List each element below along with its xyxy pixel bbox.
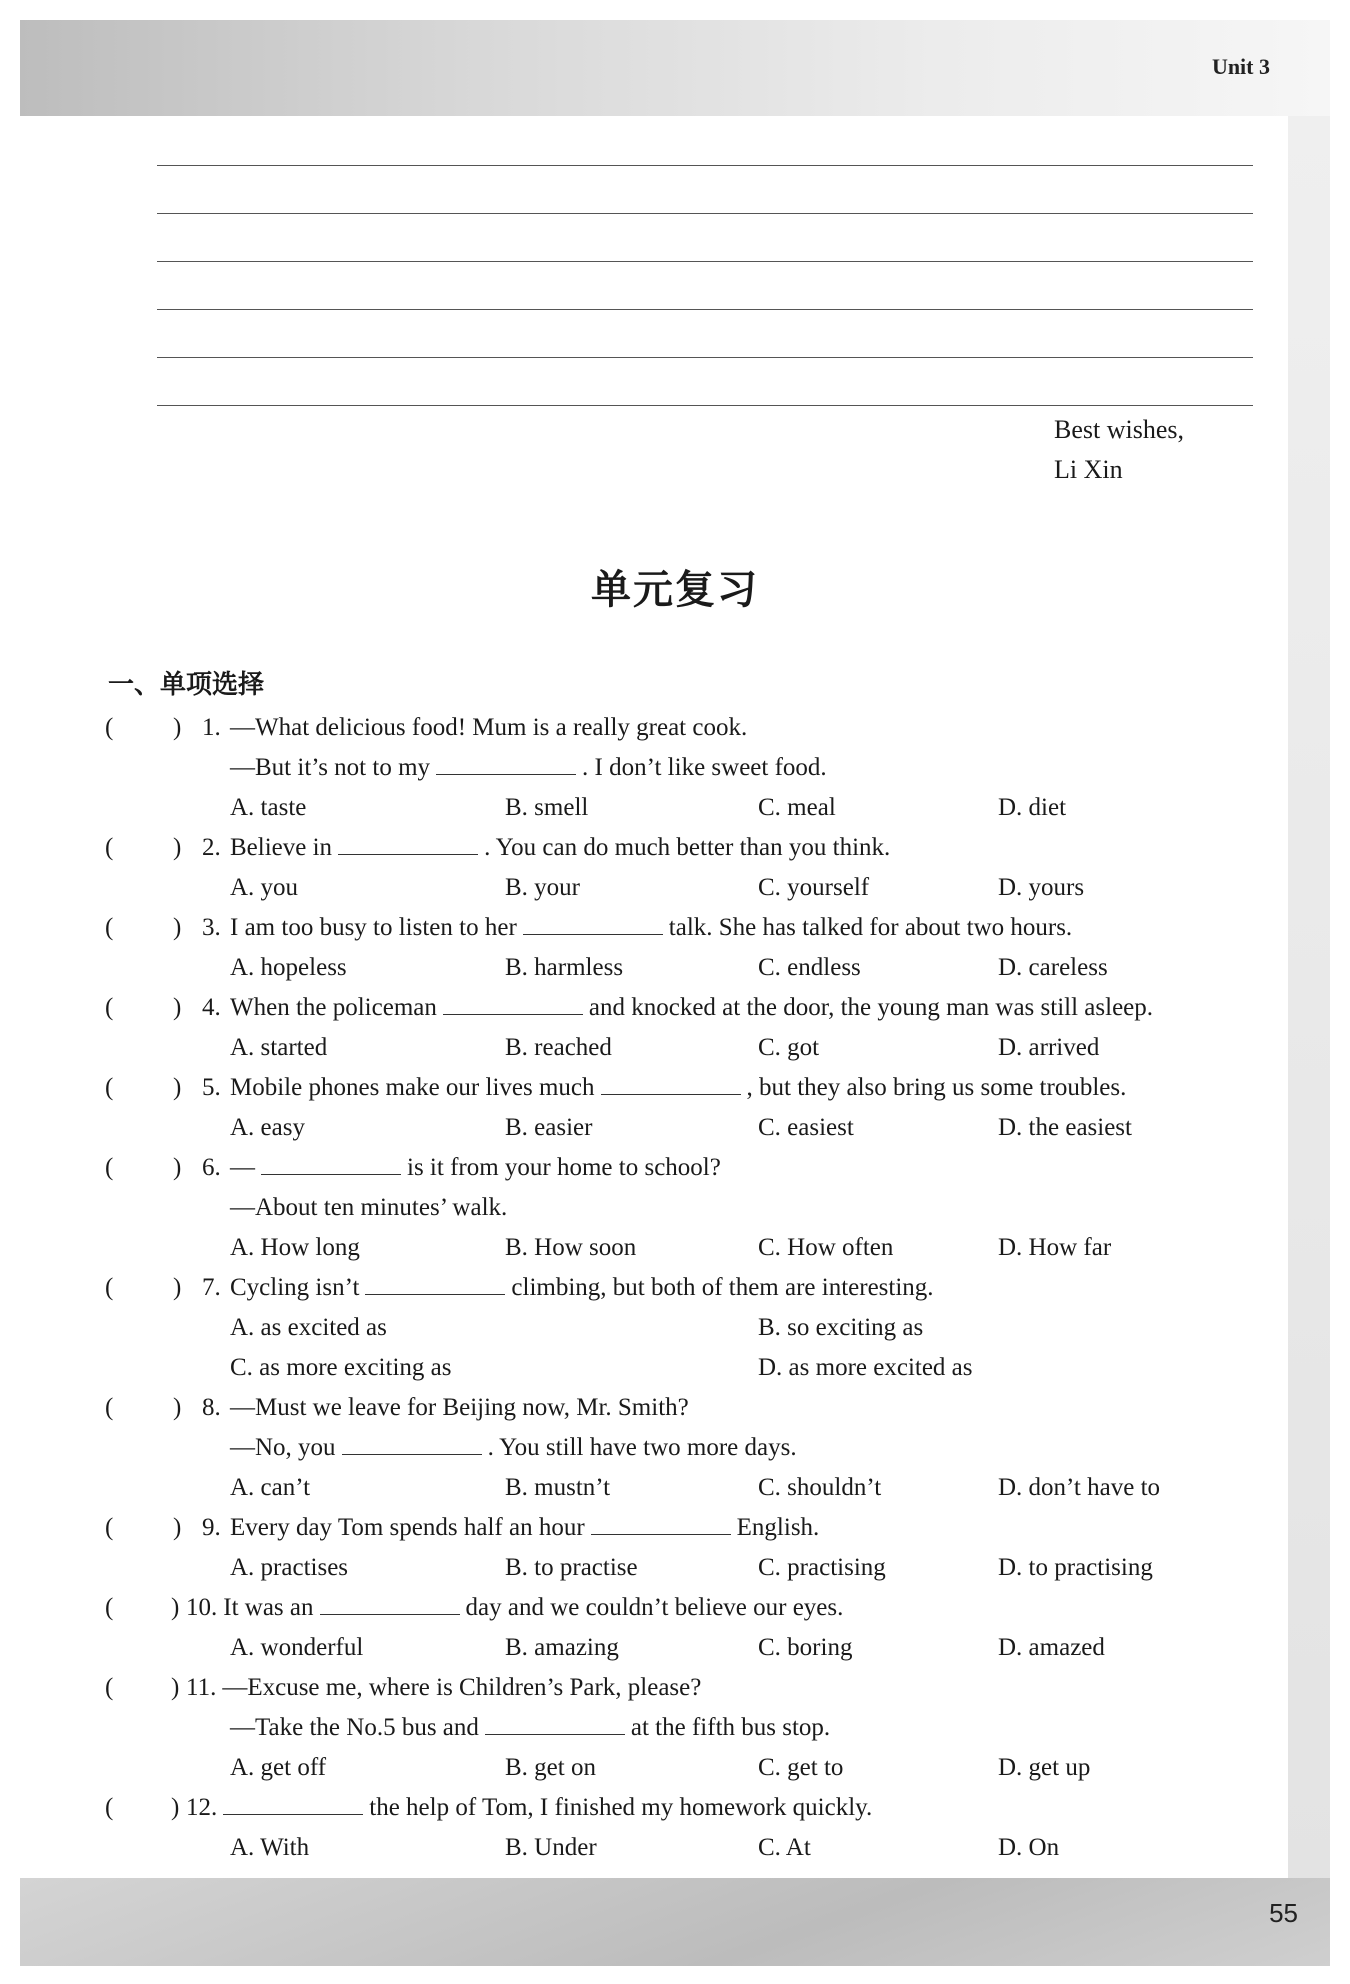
footer-band: [20, 1878, 1330, 1966]
question-text: [202, 1068, 1126, 1108]
answer-blank[interactable]: [436, 748, 576, 775]
option-c[interactable]: C. as more exciting as: [230, 1354, 452, 1381]
option-b[interactable]: B. to practise: [505, 1554, 638, 1581]
page-number: 55: [1269, 1898, 1298, 1928]
answer-paren-close[interactable]: ): [171, 1594, 180, 1621]
option-d[interactable]: D. careless: [998, 954, 1108, 981]
question-8-line-2: [0, 1428, 1350, 1468]
text-segment: Every day Tom spends half an hour: [230, 1514, 585, 1541]
answer-paren-open[interactable]: (: [105, 914, 114, 941]
question-text: [186, 1588, 843, 1628]
option-d[interactable]: D. diet: [998, 794, 1067, 821]
answer-paren-open[interactable]: (: [105, 834, 114, 861]
option-d[interactable]: D. On: [998, 1834, 1060, 1861]
option-c[interactable]: C. shouldn’t: [758, 1474, 882, 1501]
text-segment: Believe in: [230, 834, 333, 861]
question-line: —What delicious food! Mum is a really great cook.: [230, 714, 748, 741]
question-text: [202, 1508, 819, 1548]
option-a[interactable]: A. taste: [230, 794, 307, 821]
answer-paren-open[interactable]: (: [105, 1594, 114, 1621]
text-segment: the help of Tom, I finished my homework quickly.: [369, 1794, 873, 1821]
writing-line[interactable]: [157, 166, 1253, 214]
question-text: [202, 1388, 689, 1428]
question-text: [202, 1148, 721, 1188]
question-12-options: [0, 1828, 1350, 1868]
text-segment: climbing, but both of them are interesting.: [511, 1274, 934, 1301]
question-1-options: [0, 788, 1350, 828]
letter-signoff: [1054, 410, 1184, 490]
question-12: [0, 1788, 1350, 1828]
part-heading: 一、单项选择: [108, 670, 265, 700]
answer-paren-open[interactable]: (: [105, 994, 114, 1021]
question-subline: [230, 748, 827, 788]
option-b[interactable]: B. so exciting as: [758, 1314, 924, 1341]
writing-lines: [157, 118, 1253, 406]
answer-blank[interactable]: [443, 988, 583, 1015]
question-number: 8.: [202, 1394, 221, 1421]
option-c[interactable]: C. meal: [758, 794, 836, 821]
option-a[interactable]: A. With: [230, 1834, 310, 1861]
question-4: [0, 988, 1350, 1028]
option-b[interactable]: B. mustn’t: [505, 1474, 611, 1501]
option-c[interactable]: C. At: [758, 1834, 811, 1861]
question-11-options: [0, 1748, 1350, 1788]
answer-paren-close[interactable]: ): [173, 1514, 182, 1541]
letter-closing: Best wishes,: [1054, 415, 1184, 444]
answer-paren-close[interactable]: ): [173, 914, 182, 941]
answer-blank[interactable]: [523, 908, 663, 935]
question-subline: —About ten minutes’ walk.: [230, 1194, 508, 1221]
option-a[interactable]: A. wonderful: [230, 1634, 364, 1661]
answer-blank[interactable]: [342, 1428, 482, 1455]
option-d[interactable]: D. to practising: [998, 1554, 1153, 1581]
text-segment: and knocked at the door, the young man was still asleep.: [588, 994, 1154, 1021]
text-segment: Cycling isn’t: [230, 1274, 360, 1301]
option-c[interactable]: C. endless: [758, 954, 861, 981]
question-7: [0, 1268, 1350, 1308]
question-1-line-2: [0, 748, 1350, 788]
option-c[interactable]: C. easiest: [758, 1114, 854, 1141]
option-a[interactable]: A. you: [230, 874, 299, 901]
question-subline: [230, 1708, 830, 1748]
question-text: [202, 1268, 934, 1308]
answer-paren-close[interactable]: ): [173, 1274, 182, 1301]
text-segment: English.: [736, 1514, 820, 1541]
answer-paren-open[interactable]: (: [105, 714, 114, 741]
question-11-line-2: [0, 1708, 1350, 1748]
option-a[interactable]: A. started: [230, 1034, 328, 1061]
text-segment: . You still have two more days.: [487, 1434, 797, 1461]
question-3: [0, 908, 1350, 948]
answer-blank[interactable]: [591, 1508, 731, 1535]
answer-blank[interactable]: [261, 1148, 401, 1175]
question-number: 10.: [186, 1594, 218, 1621]
answer-paren-close[interactable]: ): [171, 1674, 180, 1701]
question-6-line-2: [0, 1188, 1350, 1228]
question-7-options-row-2: [0, 1348, 1350, 1388]
option-c[interactable]: C. How often: [758, 1234, 894, 1261]
option-b[interactable]: B. harmless: [505, 954, 624, 981]
option-d[interactable]: D. the easiest: [998, 1114, 1132, 1141]
question-text: [202, 828, 890, 868]
text-segment: —Must we leave for Beijing now, Mr. Smith?: [230, 1394, 689, 1421]
option-d[interactable]: D. yours: [998, 874, 1085, 901]
option-c[interactable]: C. get to: [758, 1754, 844, 1781]
question-number: 9.: [202, 1514, 221, 1541]
question-list: [0, 708, 1350, 1868]
question-number: 2.: [202, 834, 221, 861]
answer-paren-close[interactable]: ): [173, 1074, 182, 1101]
question-9-options: [0, 1548, 1350, 1588]
answer-paren-close[interactable]: ): [171, 1794, 180, 1821]
question-5: [0, 1068, 1350, 1108]
text-segment: —No, you: [230, 1434, 336, 1461]
question-6: [0, 1148, 1350, 1188]
question-4-options: [0, 1028, 1350, 1068]
section-title: 单元复习: [591, 567, 759, 613]
option-b[interactable]: B. your: [505, 874, 580, 901]
text-segment: . You can do much better than you think.: [484, 834, 891, 861]
question-number: 7.: [202, 1274, 221, 1301]
option-a[interactable]: A. can’t: [230, 1474, 311, 1501]
question-8-options: [0, 1468, 1350, 1508]
question-number: 11.: [186, 1674, 217, 1701]
option-d[interactable]: D. amazed: [998, 1634, 1105, 1661]
option-d[interactable]: D. arrived: [998, 1034, 1100, 1061]
option-d[interactable]: D. How far: [998, 1234, 1112, 1261]
answer-paren-close[interactable]: ): [173, 834, 182, 861]
answer-blank[interactable]: [485, 1708, 625, 1735]
option-a[interactable]: A. as excited as: [230, 1314, 387, 1341]
question-number: 5.: [202, 1074, 221, 1101]
answer-blank[interactable]: [601, 1068, 741, 1095]
question-2-options: [0, 868, 1350, 908]
answer-paren-close[interactable]: ): [173, 714, 182, 741]
question-text: [186, 1668, 701, 1708]
writing-line[interactable]: [157, 358, 1253, 406]
answer-blank[interactable]: [338, 828, 478, 855]
option-d[interactable]: D. get up: [998, 1754, 1091, 1781]
question-6-options: [0, 1228, 1350, 1268]
letter-signature: Li Xin: [1054, 455, 1123, 484]
text-segment: talk. She has talked for about two hours.: [668, 914, 1073, 941]
question-3-options: [0, 948, 1350, 988]
text-segment: , but they also bring us some troubles.: [746, 1074, 1127, 1101]
writing-line[interactable]: [157, 262, 1253, 310]
option-c[interactable]: C. practising: [758, 1554, 886, 1581]
question-number: 6.: [202, 1154, 221, 1181]
text-segment: is it from your home to school?: [407, 1154, 721, 1181]
answer-paren-open[interactable]: (: [105, 1514, 114, 1541]
question-number: 12.: [186, 1794, 218, 1821]
answer-paren-close[interactable]: ): [173, 1394, 182, 1421]
question-9: [0, 1508, 1350, 1548]
option-a[interactable]: A. hopeless: [230, 954, 347, 981]
header-band: [20, 20, 1330, 116]
option-b[interactable]: B. reached: [505, 1034, 612, 1061]
question-7-options-row-1: [0, 1308, 1350, 1348]
answer-paren-open[interactable]: (: [105, 1794, 114, 1821]
text-segment: When the policeman: [230, 994, 437, 1021]
text-segment: I am too busy to listen to her: [230, 914, 517, 941]
answer-blank[interactable]: [365, 1268, 505, 1295]
answer-paren-close[interactable]: ): [173, 1154, 182, 1181]
text-segment: at the fifth bus stop.: [630, 1714, 831, 1741]
text-segment: . I don’t like sweet food.: [582, 754, 827, 781]
question-text: [202, 988, 1153, 1028]
option-d[interactable]: D. don’t have to: [998, 1474, 1161, 1501]
option-c[interactable]: C. boring: [758, 1634, 853, 1661]
option-a[interactable]: A. How long: [230, 1234, 360, 1261]
answer-blank[interactable]: [223, 1788, 363, 1815]
answer-paren-open[interactable]: (: [105, 1674, 114, 1701]
text-segment: Mobile phones make our lives much: [230, 1074, 595, 1101]
question-1: [0, 708, 1350, 748]
question-number: 1.: [202, 714, 221, 741]
question-8: [0, 1388, 1350, 1428]
option-b[interactable]: B. smell: [505, 794, 589, 821]
option-b[interactable]: B. Under: [505, 1834, 597, 1861]
question-5-options: [0, 1108, 1350, 1148]
writing-line[interactable]: [157, 118, 1253, 166]
option-d[interactable]: D. as more excited as: [758, 1354, 973, 1381]
question-number: 4.: [202, 994, 221, 1021]
option-a[interactable]: A. practises: [230, 1554, 349, 1581]
text-segment: day and we couldn’t believe our eyes.: [465, 1594, 844, 1621]
question-2: [0, 828, 1350, 868]
answer-blank[interactable]: [320, 1588, 460, 1615]
answer-paren-open[interactable]: (: [105, 1154, 114, 1181]
answer-paren-close[interactable]: ): [173, 994, 182, 1021]
text-segment: —Excuse me, where is Children’s Park, please?: [222, 1674, 702, 1701]
question-text: [202, 908, 1072, 948]
question-10: [0, 1588, 1350, 1628]
writing-line[interactable]: [157, 214, 1253, 262]
text-segment: —Take the No.5 bus and: [230, 1714, 479, 1741]
question-subline: [230, 1428, 797, 1468]
option-b[interactable]: B. easier: [505, 1114, 593, 1141]
option-a[interactable]: A. get off: [230, 1754, 327, 1781]
answer-paren-open[interactable]: (: [105, 1274, 114, 1301]
text-segment: —But it’s not to my: [230, 754, 431, 781]
option-b[interactable]: B. amazing: [505, 1634, 619, 1661]
question-text: [186, 1788, 872, 1828]
option-c[interactable]: C. yourself: [758, 874, 870, 901]
option-b[interactable]: B. How soon: [505, 1234, 637, 1261]
option-b[interactable]: B. get on: [505, 1754, 596, 1781]
option-c[interactable]: C. got: [758, 1034, 820, 1061]
question-text: [202, 708, 747, 748]
text-segment: It was an: [223, 1594, 314, 1621]
question-11: [0, 1668, 1350, 1708]
question-number: 3.: [202, 914, 221, 941]
writing-line[interactable]: [157, 310, 1253, 358]
answer-paren-open[interactable]: (: [105, 1394, 114, 1421]
answer-paren-open[interactable]: (: [105, 1074, 114, 1101]
unit-label: Unit 3: [1211, 54, 1270, 79]
text-segment: —: [230, 1154, 255, 1181]
option-a[interactable]: A. easy: [230, 1114, 305, 1141]
question-10-options: [0, 1628, 1350, 1668]
